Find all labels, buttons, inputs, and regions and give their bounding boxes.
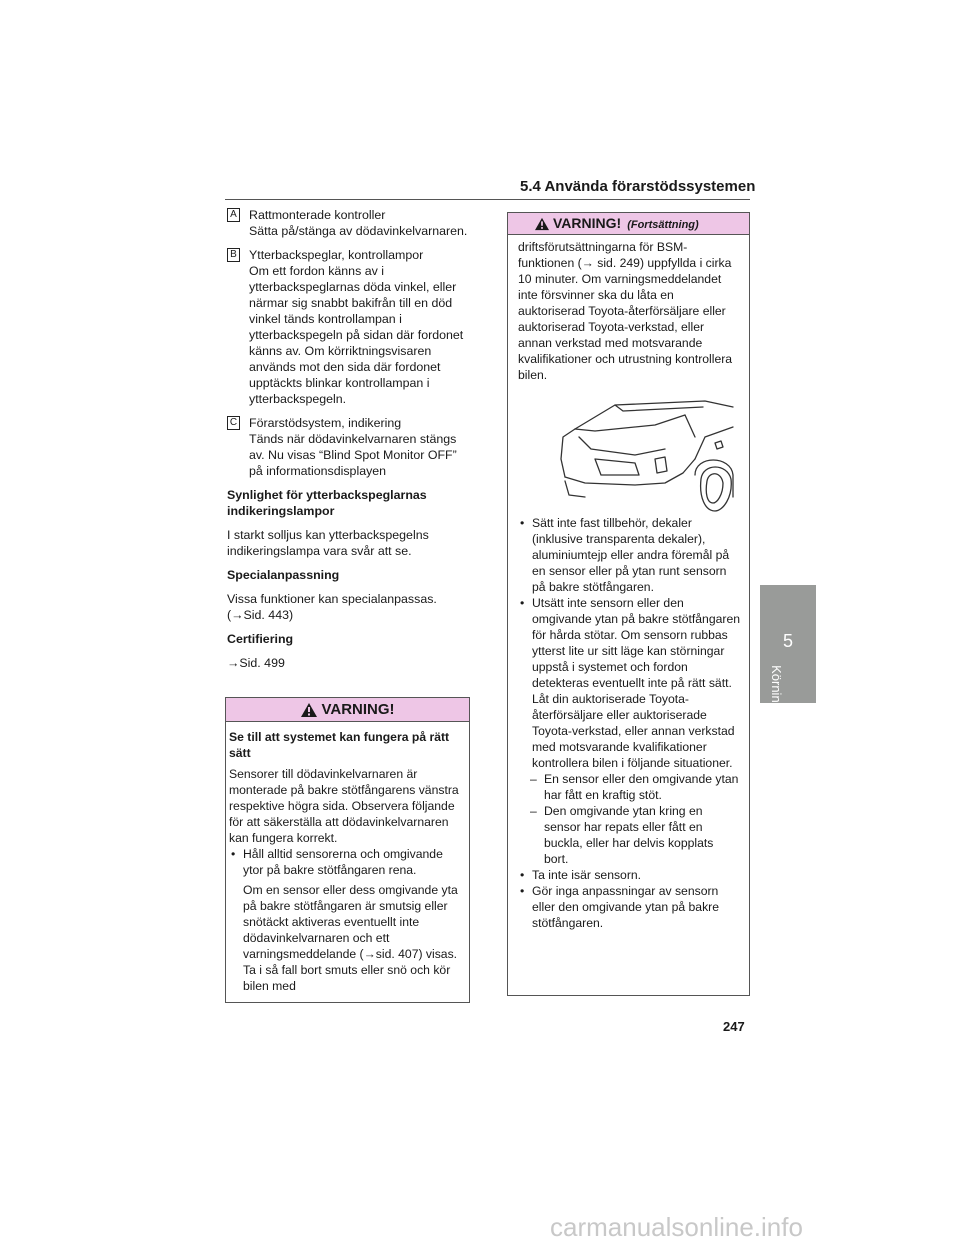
sub-bullet-text: Den omgivande ytan kring en sensor har repats eller fått en buckla, eller har delvis kopplats bort.	[544, 804, 714, 866]
warning-header	[508, 213, 749, 235]
custom-text: Vissa funktioner kan specialanpassas. (→Sid. 443)	[227, 592, 437, 622]
visibility-heading: Synlighet för ytterbackspeglarnas indikeringslampor	[227, 488, 427, 518]
warning-body	[226, 722, 469, 994]
visibility-text: I starkt solljus kan ytterbackspegelns indikeringslampa vara svår att se.	[227, 528, 429, 558]
sub-bullet-text: En sensor eller den omgivande ytan har fått en kraftig stöt.	[544, 772, 739, 802]
item-a	[227, 207, 472, 239]
warning-intro: driftsförutsättningarna för BSM-funktionen (→ sid. 249) uppfyllda i cirka 10 minuter. Om varningsmeddelandet inte försvinner ska du låta en auktoriserad Toyota-återförsäljare eller auktoriserad Toyota-verkstad, eller annan verkstad med motsvarande kvalifikationer och utrustning kontrollera bilen.	[518, 240, 733, 382]
warning-icon	[300, 702, 318, 718]
item-b	[227, 247, 472, 407]
item-c	[227, 415, 472, 479]
header-rule	[225, 199, 750, 200]
warning-body	[508, 235, 749, 931]
warning-para: Om en sensor eller dess omgivande yta på bakre stötfångaren är smutsig eller snötäckt aktiveras eventuellt inte dödavinkelvarnaren och ett varningsmeddelande (→sid. 407) visas. Ta i så fall bort smuts eller snö och kör bilen med	[243, 883, 458, 993]
warning-bullet: • Utsätt inte sensorn eller den omgivande ytan på bakre stötfångaren för hårda stötar. Om sensorn rubbas ytterst lite ur sitt läge kan störningar uppstå i systemet och fordon detekteras eventuellt inte på rätt sätt. Låt din auktoriserade Toyota-återförsäljare eller auktoriserade Toyota-verkstad, eller annan verkstad med motsvarande kvalifikationer kontrollera bilen i följande situationer.	[518, 595, 741, 771]
warning-bullet: • Ta inte isär sensorn.	[518, 867, 741, 883]
item-text: Tänds när dödavinkelvarnaren stängs av. Nu visas “Blind Spot Monitor OFF” på informationsdisplayen	[249, 432, 457, 478]
item-marker: A	[227, 208, 240, 222]
watermark: carmanualsonline.info	[550, 1212, 803, 1242]
warning-sub-bullet	[518, 803, 741, 867]
chapter-label	[760, 660, 782, 710]
warning-bullet: • Gör inga anpassningar av sensorn eller den omgivande ytan på bakre stötfångaren.	[518, 883, 741, 931]
item-marker: B	[227, 248, 240, 262]
warning-box	[225, 697, 470, 1003]
chapter-number: 5	[782, 631, 793, 651]
warning-title: VARNING!	[553, 215, 622, 231]
warning-sub-bullet	[518, 771, 741, 803]
warning-header	[226, 698, 469, 722]
item-marker: C	[227, 416, 240, 430]
item-text: Om ett fordon känns av i ytterbackspeglarnas döda vinkel, eller närmar sig snabbt bakifrån till en död vinkel tänds kontrollampan i ytterbackspegeln på sidan där fordonet känns av. Om körriktningsvisaren används mot den sida där fordonet upptäckts blinkar kontrollampan i ytterbackspegeln.	[249, 264, 464, 406]
cert-heading: Certifiering	[227, 632, 294, 646]
warning-subheading: Se till att systemet kan fungera på rätt sätt	[229, 730, 450, 760]
cert-text: →Sid. 499	[227, 656, 285, 670]
dash-marker: –	[530, 804, 537, 818]
car-rear-illustration	[555, 397, 735, 515]
custom-heading: Specialanpassning	[227, 568, 340, 582]
left-column	[227, 207, 472, 679]
warning-intro: Sensorer till dödavinkelvarnaren är monterade på bakre stötfångarens vänstra respektive högra sida. Observera följande för att säkerställa att dödavinkelvarnaren kan fungera korrekt.	[229, 767, 459, 845]
page-number: 247	[723, 1019, 745, 1034]
warning-icon	[534, 217, 550, 231]
dash-marker: –	[530, 772, 537, 786]
item-title: Ytterbackspeglar, kontrollampor	[249, 248, 424, 262]
chapter-label-text: Körning	[768, 665, 784, 710]
warning-title: VARNING!	[321, 701, 395, 718]
continued-label: (Fortsättning)	[627, 219, 699, 231]
item-text: Sätta på/stänga av dödavinkelvarnaren.	[249, 224, 468, 238]
item-title: Förarstödsystem, indikering	[249, 416, 402, 430]
section-title: 5.4 Använda förarstödssystemen	[520, 178, 756, 195]
warning-bullet: • Håll alltid sensorerna och omgivande ytor på bakre stötfångaren rena.	[229, 846, 461, 878]
item-title: Rattmonterade kontroller	[249, 208, 386, 222]
warning-box-continued	[507, 212, 750, 996]
warning-bullet: • Sätt inte fast tillbehör, dekaler (inklusive transparenta dekaler), aluminiumtejp eller andra föremål på en sensor eller på ytan runt sensorn på bakre stötfångaren.	[518, 515, 741, 595]
